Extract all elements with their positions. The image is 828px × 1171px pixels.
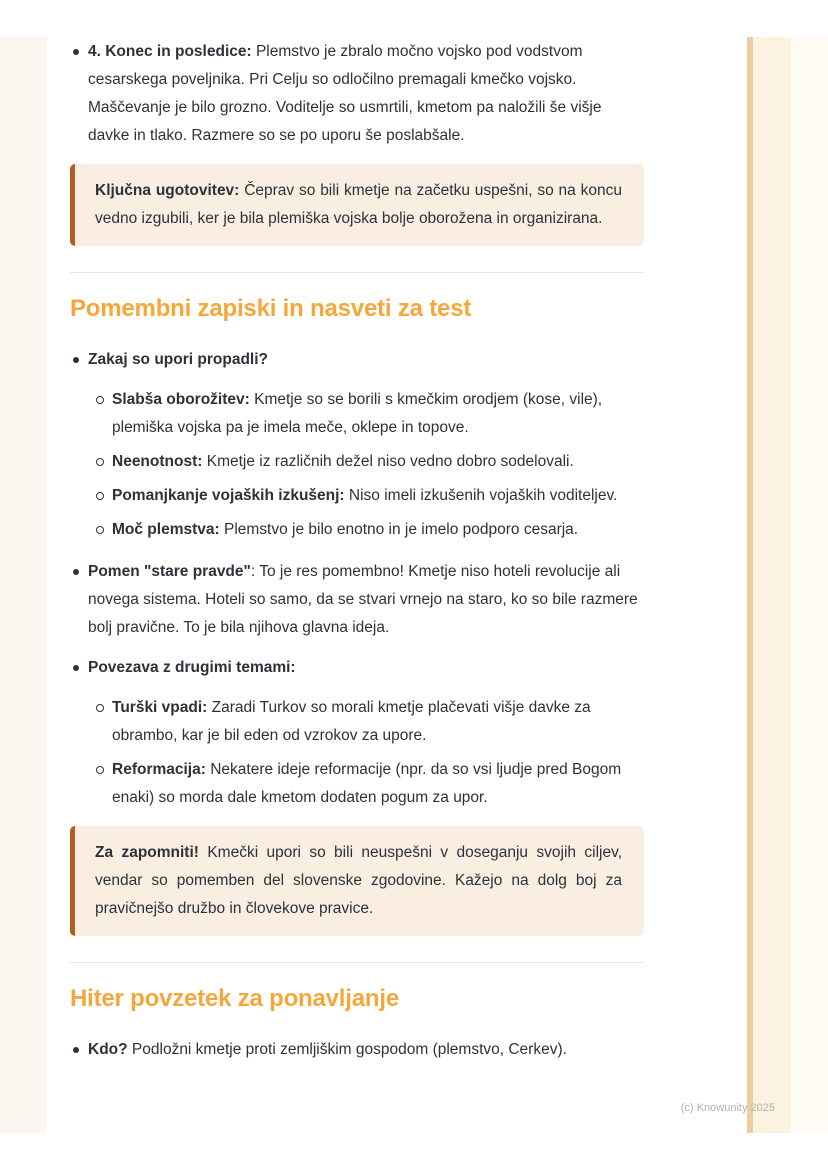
list-item-connection xyxy=(94,756,644,812)
connections-sublist xyxy=(94,694,644,812)
list-item-reason xyxy=(94,448,644,476)
list-item-stare-pravde xyxy=(70,558,644,642)
page-edge-cream xyxy=(753,37,791,1133)
list-item-who xyxy=(70,1036,644,1064)
list-item-connection xyxy=(94,694,644,750)
callout-remember xyxy=(70,826,644,936)
item-label: Zakaj so upori propadli? xyxy=(88,351,268,368)
page-edge-far-right xyxy=(791,37,828,1133)
callout-text: Čeprav so bili kmetje na začetku uspešni, so na koncu vedno izgubili, ker je bila plemiška vojska bolje oborožena in organizirana. xyxy=(95,182,622,227)
divider xyxy=(70,272,644,273)
list-item-connections xyxy=(70,654,644,682)
circle-bullet-icon xyxy=(96,492,104,500)
item-label: Reformacija: xyxy=(112,761,206,778)
callout-label: Za zapomniti! xyxy=(95,844,199,861)
item-label: Pomen "stare pravde" xyxy=(88,563,251,580)
item-label: Turški vpadi: xyxy=(112,699,208,716)
bullet-icon xyxy=(73,49,79,55)
section-heading-notes: Pomembni zapiski in nasveti za test xyxy=(70,295,472,322)
circle-bullet-icon xyxy=(96,396,104,404)
item-text: Podložni kmetje proti zemljiškim gospodom (plemstvo, Cerkev). xyxy=(131,1041,567,1058)
list-item-reason xyxy=(94,482,644,510)
item-label: Povezava z drugimi temami: xyxy=(88,659,296,676)
item-text: : To je res pomembno! Kmetje niso hoteli revolucije ali novega sistema. Hoteli so samo, da se stvari vrnejo na staro, ko so bile razmere bolj pravične. To je bila njihova glavna ideja. xyxy=(88,563,638,636)
item-text: Plemstvo je bilo enotno in je imelo podporo cesarja. xyxy=(223,521,579,538)
item-label: Neenotnost: xyxy=(112,453,203,470)
section-heading-summary: Hiter povzetek za ponavljanje xyxy=(70,985,399,1012)
bullet-icon xyxy=(73,1047,79,1053)
bullet-icon xyxy=(73,665,79,671)
list-item-reason xyxy=(94,386,644,442)
list-item-consequences xyxy=(70,38,644,150)
item-text: Nekatere ideje reformacije (npr. da so vsi ljudje pred Bogom enaki) so morda dale kmetom dodaten pogum za upor. xyxy=(112,761,622,806)
item-label: Slabša oborožitev: xyxy=(112,391,250,408)
page-edge-stripe xyxy=(747,37,753,1133)
callout-label: Ključna ugotovitev: xyxy=(95,182,240,199)
page-edge-left xyxy=(0,37,47,1133)
circle-bullet-icon xyxy=(96,526,104,534)
callout-paragraph xyxy=(95,839,622,923)
item-text: Kmetje iz različnih dežel niso vedno dobro sodelovali. xyxy=(206,453,574,470)
callout-text: Kmečki upori so bili neuspešni v doseganju svojih ciljev, vendar so pomemben del slovenske zgodovine. Kažejo na dolg boj za pravičnejšo družbo in človekove pravice. xyxy=(95,844,623,917)
item-text: Niso imeli izkušenih vojaških voditeljev. xyxy=(348,487,618,504)
callout-paragraph xyxy=(95,177,622,233)
item-label: 4. Konec in posledice: xyxy=(88,43,252,60)
item-label: Moč plemstva: xyxy=(112,521,220,538)
item-label: Pomanjkanje vojaških izkušenj: xyxy=(112,487,345,504)
circle-bullet-icon xyxy=(96,704,104,712)
bullet-icon xyxy=(73,569,79,575)
list-item-reason xyxy=(94,516,644,544)
bullet-icon xyxy=(73,357,79,363)
why-failed-sublist xyxy=(94,386,644,544)
circle-bullet-icon xyxy=(96,458,104,466)
list-item-why-failed xyxy=(70,346,644,374)
page-content xyxy=(70,38,644,1076)
item-text: Plemstvo je zbralo močno vojsko pod vodstvom cesarskega poveljnika. Pri Celju so odločilno premagali kmečko vojsko. Maščevanje je bilo grozno. Voditelje so usmrtili, kmetom pa naložili še višje davke in tlako. Razmere so se po uporu še poslabšale. xyxy=(88,43,602,144)
callout-key-takeaway xyxy=(70,164,644,246)
watermark: (c) Knowunity 2025 xyxy=(680,1102,775,1114)
item-text: Kmetje so se borili s kmečkim orodjem (kose, vile), plemiška vojska pa je imela meče, oklepe in topove. xyxy=(112,391,603,436)
circle-bullet-icon xyxy=(96,766,104,774)
divider xyxy=(70,962,644,963)
item-text: Zaradi Turkov so morali kmetje plačevati višje davke za obrambo, kar je bil eden od vzrokov za upore. xyxy=(112,699,591,744)
item-label: Kdo? xyxy=(88,1041,128,1058)
